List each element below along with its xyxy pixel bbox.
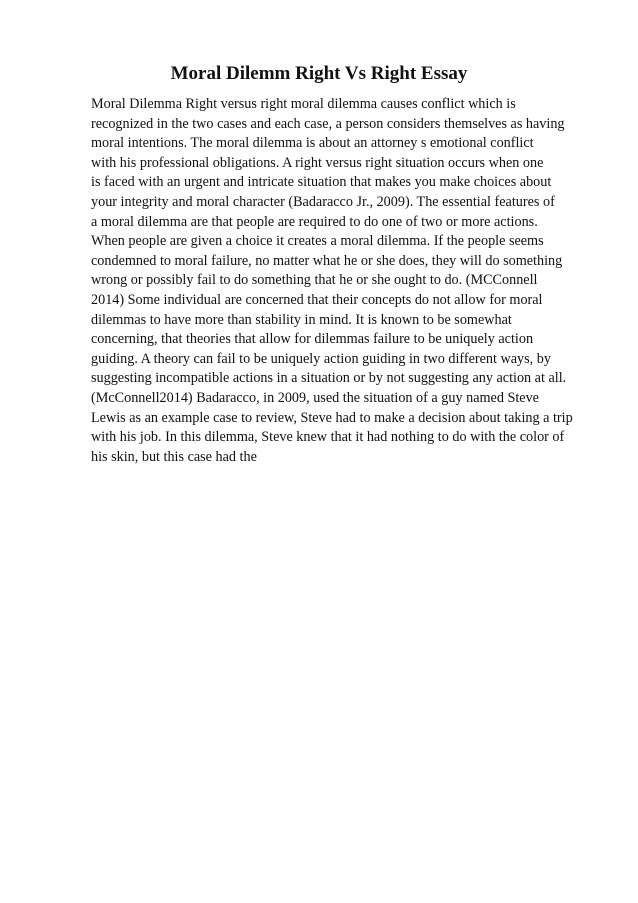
body-line: Moral Dilemma Right versus right moral dilemma causes conflict which is	[91, 96, 516, 112]
body-line: your integrity and moral character (Badaracco Jr., 2009). The essential features of	[91, 193, 555, 210]
body-line: a moral dilemma are that people are required to do one of two or more actions.	[91, 213, 538, 230]
body-line: Lewis as an example case to review, Steve had to make a decision about taking a trip	[91, 409, 573, 426]
document-body	[91, 95, 591, 467]
body-line: his skin, but this case had the	[91, 448, 257, 465]
body-line: wrong or possibly fail to do something that he or she ought to do. (MCConnell	[91, 272, 538, 289]
body-line: 2014) Some individual are concerned that their concepts do not allow for moral	[91, 291, 543, 308]
body-line: (McConnell2014) Badaracco, in 2009, used the situation of a guy named Steve	[91, 389, 539, 406]
body-line: recognized in the two cases and each case, a person considers themselves as having	[91, 115, 565, 132]
body-line: When people are given a choice it creates a moral dilemma. If the people seems	[91, 233, 544, 250]
body-line: guiding. A theory can fail to be uniquely action guiding in two different ways, by	[91, 350, 551, 367]
body-line: with his job. In this dilemma, Steve knew that it had nothing to do with the color of	[91, 429, 565, 446]
body-line: dilemmas to have more than stability in mind. It is known to be somewhat	[91, 311, 512, 328]
body-line: concerning, that theories that allow for dilemmas failure to be uniquely action	[91, 331, 534, 348]
body-line: condemned to moral failure, no matter what he or she does, they will do something	[91, 252, 563, 269]
body-line: is faced with an urgent and intricate situation that makes you make choices about	[91, 174, 552, 191]
body-line: moral intentions. The moral dilemma is about an attorney s emotional conflict	[91, 135, 534, 152]
body-line: suggesting incompatible actions in a situation or by not suggesting any action at all.	[91, 370, 567, 387]
body-line: with his professional obligations. A right versus right situation occurs when one	[91, 154, 544, 171]
document-title: Moral Dilemm Right Vs Right Essay	[170, 63, 468, 84]
